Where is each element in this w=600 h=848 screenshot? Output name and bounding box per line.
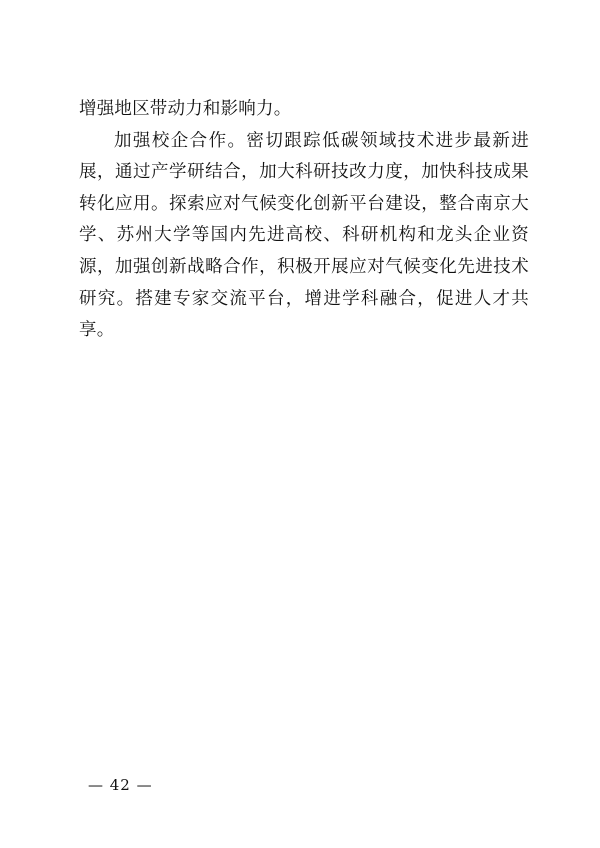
body-text	[79, 94, 529, 347]
page-number: — 42 —	[88, 776, 153, 794]
paragraph-continuation: 增强地区带动力和影响力。	[79, 99, 292, 119]
paragraph-school-enterprise-cooperation: 加强校企合作。密切跟踪低碳领域技术进步最新进展，通过产学研结合，加大科研技改力度，加快科技成果转化应用。探索应对气候变化创新平台建设，整合南京大学、苏州大学等国内先进高校、科研机构和龙头企业资源，加强创新战略合作，积极开展应对气候变化先进技术研究。搭建专家交流平台，增进学科融合，促进人才共享。	[79, 130, 529, 341]
